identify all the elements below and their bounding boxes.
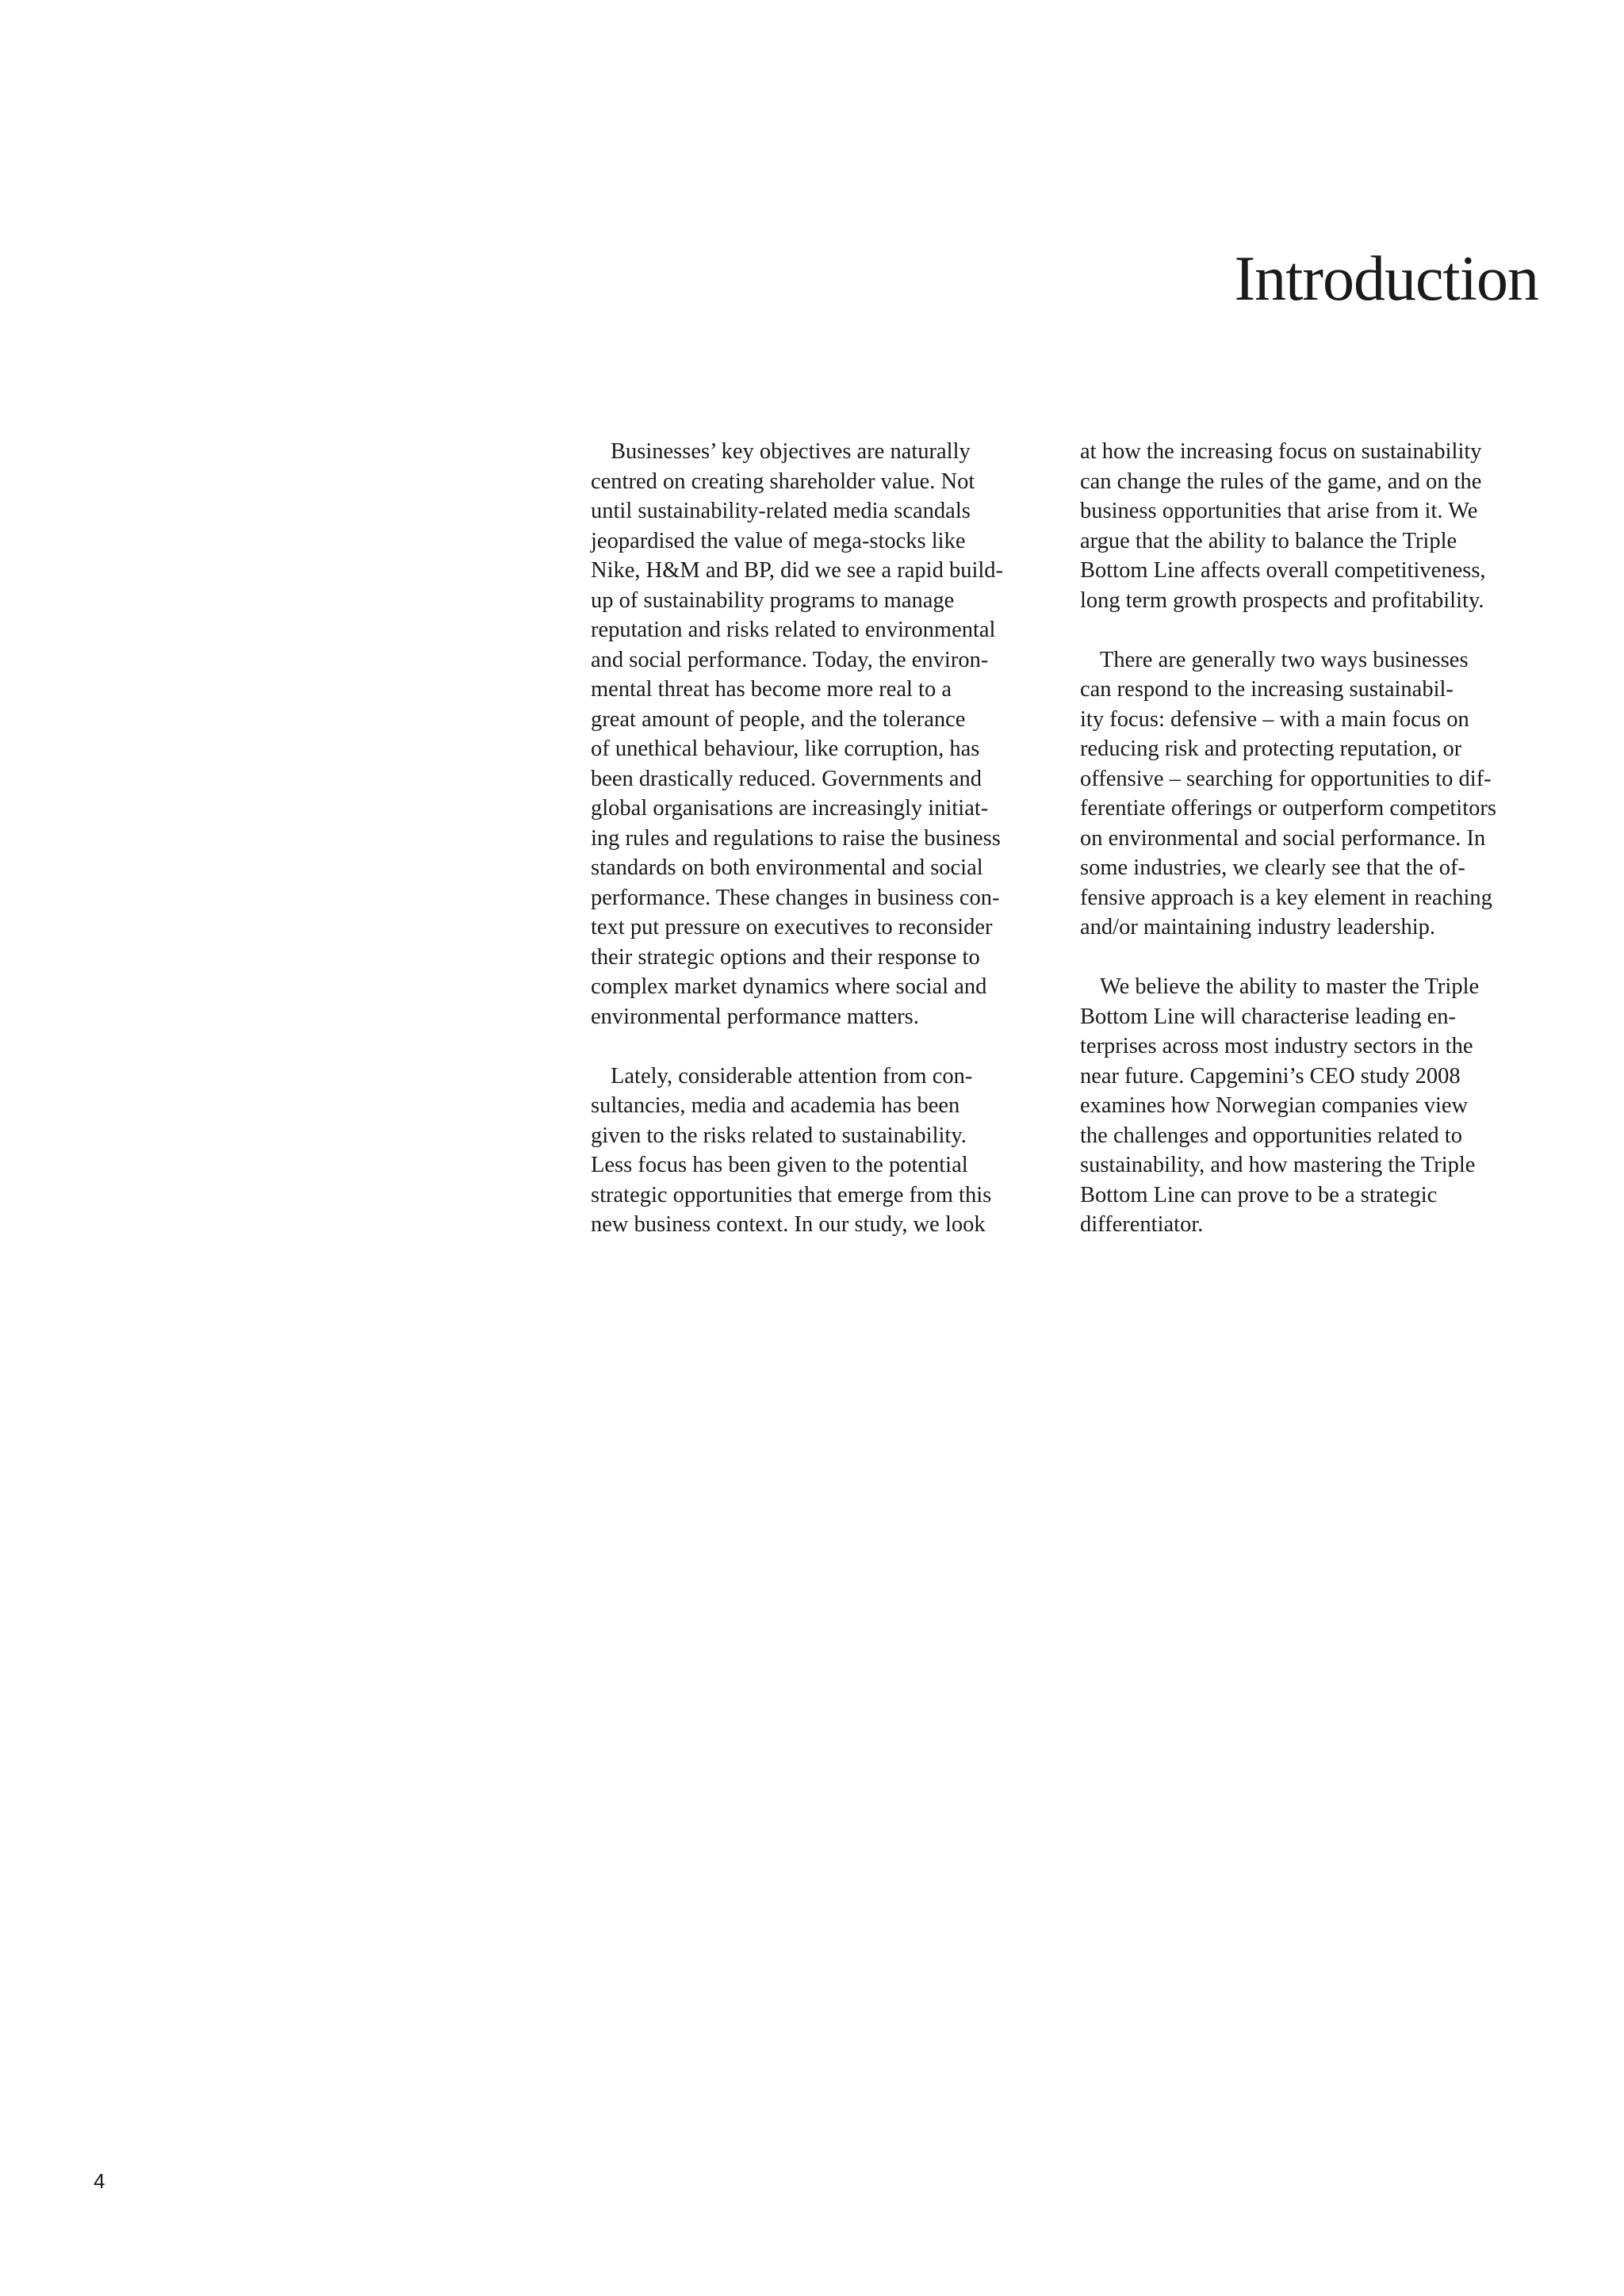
text-line: reputation and risks related to environmental — [591, 618, 996, 642]
text-line: sustainability, and how mastering the Triple — [1080, 1153, 1476, 1177]
text-line: and/or maintaining industry leadership. — [1080, 915, 1435, 939]
text-column-left — [591, 437, 1057, 1240]
text-line: their strategic options and their response to — [591, 944, 980, 970]
text-line: of unethical behaviour, like corruption, has — [591, 737, 980, 761]
text-line: fensive approach is a key element in reaching — [1080, 885, 1492, 910]
text-line: sultancies, media and academia has been — [591, 1093, 960, 1118]
paragraph — [591, 437, 1057, 1031]
page-number: 4 — [94, 2169, 105, 2193]
text-line: mental threat has become more real to a — [591, 677, 952, 702]
paragraph — [1080, 972, 1546, 1240]
text-line: offensive – searching for opportunities to dif- — [1080, 766, 1492, 791]
text-line: and social performance. Today, the environ- — [591, 647, 989, 672]
text-column-right — [1080, 437, 1546, 1240]
text-line: text put pressure on executives to reconsider — [591, 915, 993, 939]
text-line: complex market dynamics where social and — [591, 974, 987, 999]
text-line: centred on creating shareholder value. Not — [591, 469, 975, 494]
text-line: reducing risk and protecting reputation, or — [1080, 737, 1462, 761]
text-line: great amount of people, and the tolerance — [591, 706, 966, 732]
text-line: Lately, considerable attention from con- — [611, 1063, 973, 1089]
text-line: examines how Norwegian companies view — [1080, 1093, 1469, 1118]
text-line: can change the rules of the game, and on the — [1080, 469, 1482, 494]
text-line: Bottom Line will characterise leading en- — [1080, 1004, 1457, 1029]
text-line: strategic opportunities that emerge from this — [591, 1182, 992, 1207]
text-line: Businesses’ key objectives are naturally — [611, 439, 971, 464]
text-line: terprises across most industry sectors in the — [1080, 1034, 1473, 1058]
text-line: on environmental and social performance. In — [1080, 825, 1486, 851]
text-line: near future. Capgemini’s CEO study 2008 — [1080, 1063, 1461, 1089]
paragraph-spacer — [1080, 615, 1546, 645]
text-line: can respond to the increasing sustainabil- — [1080, 677, 1454, 702]
text-line: business opportunities that arise from it. We — [1080, 499, 1478, 523]
text-line: performance. These changes in business con- — [591, 885, 1000, 910]
text-line: environmental performance matters. — [591, 1004, 919, 1029]
text-line: differentiator. — [1080, 1212, 1204, 1237]
text-line: long term growth prospects and profitability. — [1080, 587, 1484, 613]
page-title: Introduction — [1234, 244, 1538, 314]
text-line: Less focus has been given to the potential — [591, 1153, 968, 1177]
text-line: the challenges and opportunities related to — [1080, 1123, 1462, 1148]
paragraph — [1080, 437, 1546, 615]
text-line: given to the risks related to sustainability. — [591, 1123, 967, 1148]
text-line: Bottom Line affects overall competitiveness, — [1080, 558, 1486, 583]
text-line: argue that the ability to balance the Triple — [1080, 528, 1457, 553]
text-line: until sustainability-related media scandals — [591, 499, 971, 523]
text-line: jeopardised the value of mega-stocks like — [591, 528, 966, 553]
text-line: global organisations are increasingly initiat- — [591, 796, 989, 821]
text-line: been drastically reduced. Governments and — [591, 766, 982, 791]
text-line: ing rules and regulations to raise the business — [591, 825, 1001, 851]
paragraph-spacer — [591, 1031, 1057, 1062]
text-line: some industries, we clearly see that the of- — [1080, 855, 1465, 880]
text-line: Nike, H&M and BP, did we see a rapid build- — [591, 558, 1004, 583]
text-line: ity focus: defensive – with a main focus on — [1080, 706, 1469, 732]
text-line: at how the increasing focus on sustainability — [1080, 439, 1482, 464]
text-line: new business context. In our study, we look — [591, 1212, 986, 1237]
text-line: up of sustainability programs to manage — [591, 587, 955, 613]
text-line: We believe the ability to master the Triple — [1100, 974, 1480, 999]
text-line: ferentiate offerings or outperform competitors — [1080, 796, 1496, 821]
text-line: Bottom Line can prove to be a strategic — [1080, 1182, 1438, 1207]
paragraph — [1080, 645, 1546, 943]
paragraph-spacer — [1080, 943, 1546, 973]
text-line: There are generally two ways businesses — [1100, 647, 1469, 672]
paragraph — [591, 1062, 1057, 1240]
text-line: standards on both environmental and social — [591, 855, 983, 880]
